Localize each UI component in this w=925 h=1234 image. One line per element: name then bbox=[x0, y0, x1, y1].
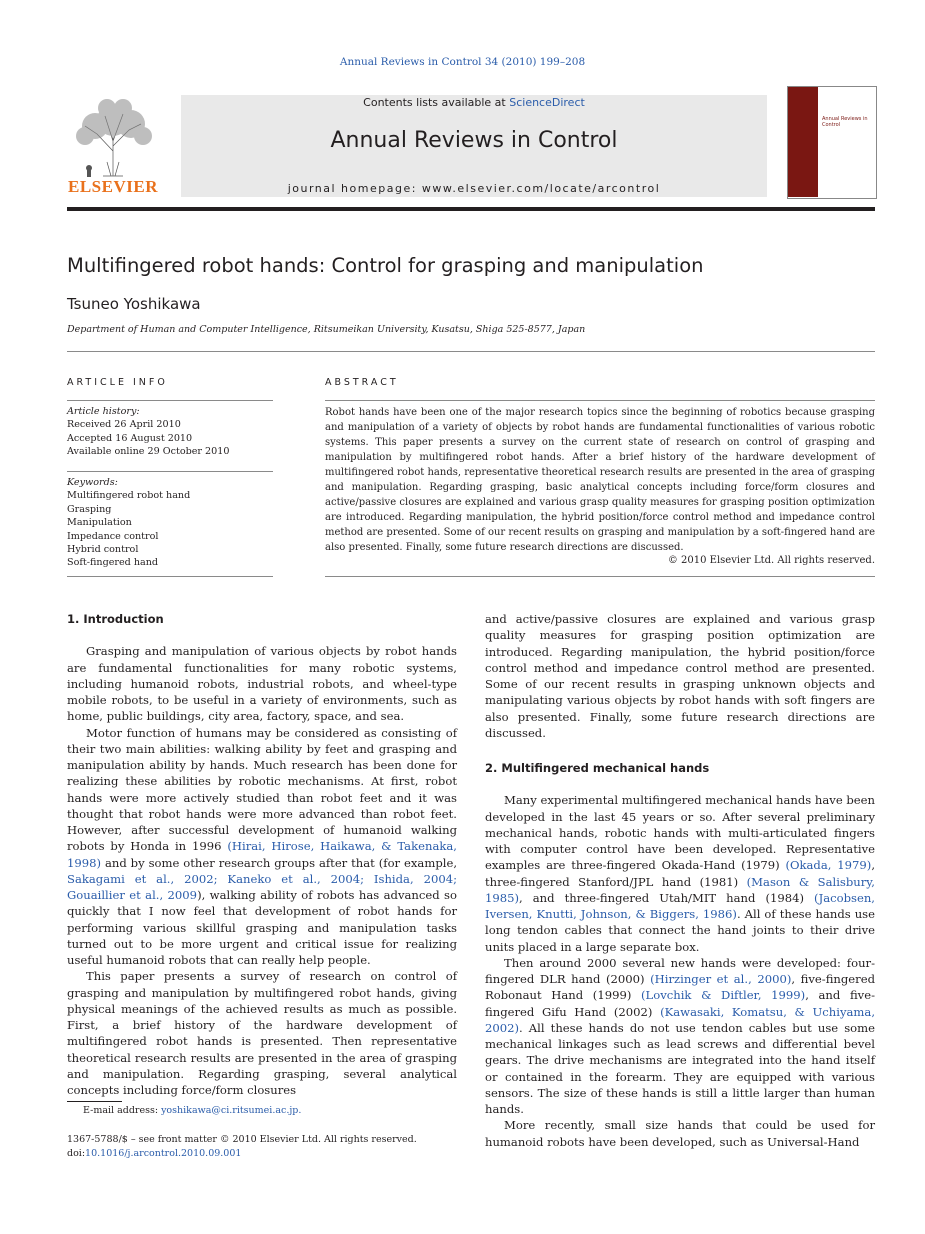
citation-link[interactable]: (Lovchik & Diftler, 1999) bbox=[641, 988, 806, 1003]
doi-line bbox=[67, 1147, 417, 1161]
text-run: and by some other research groups after that (for example, bbox=[101, 855, 457, 870]
right-column bbox=[485, 611, 875, 1150]
paragraph bbox=[485, 955, 875, 1118]
doi-label: doi: bbox=[67, 1147, 86, 1159]
keyword: Hybrid control bbox=[67, 544, 139, 556]
keyword: Multifingered robot hand bbox=[67, 490, 191, 502]
text-run: , and five-fingered Gifu Hand (2002) bbox=[485, 988, 876, 1019]
issn-line: 1367-5788/$ – see front matter © 2010 Elsevier Ltd. All rights reserved. bbox=[67, 1134, 417, 1145]
article-title: Multifingered robot hands: Control for grasping and manipulation bbox=[67, 254, 704, 277]
text-run: ), walking ability of robots has advanced so quickly that I now feel that development of robot hands for performing various skillful grasping and manipulation tasks turned out to be more urgent and critical issue for realizing useful humanoid robots that can really help people. bbox=[67, 888, 457, 967]
citation-link[interactable]: (Okada, 1979) bbox=[785, 858, 872, 873]
text-run: . All these hands do not use tendon cables but use some mechanical linkages such as lead screws and differential bevel gears. The drive mechanisms are integrated into the hand itself or contained in the forearm. They are equipped with various sensors. The size of these hands is still a little larger than human hands. bbox=[485, 1020, 875, 1116]
front-matter-info bbox=[67, 1133, 417, 1160]
elsevier-wordmark: ELSEVIER bbox=[68, 177, 158, 196]
sciencedirect-link[interactable]: ScienceDirect bbox=[509, 96, 585, 109]
author-name: Tsuneo Yoshikawa bbox=[67, 295, 201, 313]
journal-homepage[interactable]: journal homepage: www.elsevier.com/locate/arcontrol bbox=[287, 182, 661, 195]
email-footnote bbox=[83, 1105, 301, 1116]
abstract-copyright: © 2010 Elsevier Ltd. All rights reserved. bbox=[667, 555, 875, 566]
text-run: . All of these hands use long tendon cables that connect the hand joints to their drive units placed in a large separate box. bbox=[485, 907, 875, 954]
keywords-rule bbox=[67, 471, 273, 472]
text-run: Many experimental multifingered mechanical hands have been developed in the last 45 years or so. After several preliminary mechanical hands, robotic hands with multi-articulated fingers with computer control have been developed. Representative examples are three-fingered Okada-Hand (1979) bbox=[485, 793, 875, 873]
paragraph: This paper presents a survey of research on control of grasping and manipulation by multifingered robot hands, giving physical meanings of the achieved results as much as possible. First, a brief history of the hardware development of multifingered robot hands is presented. Then representative theoretical research results are presented in the area of grasping and manipulation. Regarding grasping, several analytical concepts including force/form closures bbox=[67, 969, 457, 1097]
email-link[interactable]: yoshikawa@ci.ritsumei.ac.jp. bbox=[161, 1105, 302, 1116]
paragraph: More recently, small size hands that could be used for humanoid robots have been developed, such as Universal-Hand bbox=[485, 1118, 875, 1149]
abstract-text: Robot hands have been one of the major research topics since the beginning of robotics because grasping and manipulation of a variety of objects by robot hands are fundamental functionalities of various robotic systems. This paper presents a survey on the current state of research on control of grasping and manipulation by multifingered robot hands. After a brief history of the hardware development of multifingered robot hands, representative theoretical research results are presented in the area of grasping and manipulation. Regarding grasping, basic analytical concepts including force/form closures and active/passive closures are explained and various grasp quality measures for grasping position optimization are introduced. Regarding manipulation, the hybrid position/force control method and impedance control method are presented. Some of our recent results on grasping and manipulation by a soft-fingered hand are also presented. Finally, some future research directions are discussed. bbox=[325, 407, 875, 553]
title-divider bbox=[67, 351, 875, 352]
keywords-label: Keywords: bbox=[67, 477, 118, 488]
text-run: Motor function of humans may be considered as consisting of their two main abilities: walking ability by feet and grasping and manipulation ability by hands. Much research has been done for realizing these abilities by robotic mechanisms. At first, robot hands were more actively studied than robot feet and it was thought that robot hands were more advanced than robot feet. However, after successful development of humanoid walking robots by Honda in 1996 bbox=[67, 725, 457, 854]
contents-line bbox=[181, 96, 767, 109]
history-label: Article history: bbox=[67, 406, 140, 417]
citation-link[interactable]: (Kawasaki, Komatsu, & Uchiyama, 2002) bbox=[485, 1004, 875, 1035]
abstract-label: ABSTRACT bbox=[325, 377, 399, 388]
journal-title: Annual Reviews in Control bbox=[330, 128, 618, 153]
contents-prefix: Contents lists available at bbox=[363, 96, 510, 109]
left-column bbox=[67, 611, 457, 1098]
abstract-rule bbox=[325, 400, 875, 401]
paragraph: Grasping and manipulation of various objects by robot hands are fundamental functionalities for many robotic systems, including humanoid robots, industrial robots, and wheel-type mobile robots, to be useful in a variety of environments, such as home, public buildings, city area, factory, space, and sea. bbox=[67, 644, 457, 724]
keyword: Grasping bbox=[67, 503, 112, 515]
abstract-bottom-rule bbox=[325, 576, 875, 577]
paragraph bbox=[67, 725, 457, 969]
cover-color-strip bbox=[788, 87, 818, 197]
keyword: Manipulation bbox=[67, 517, 132, 529]
citation-link[interactable]: (Mason & Salisbury, 1985) bbox=[485, 874, 875, 905]
email-label: E-mail address: bbox=[83, 1105, 162, 1116]
keywords-list bbox=[67, 476, 273, 570]
keyword: Soft-fingered hand bbox=[67, 557, 159, 569]
text-run: , three-fingered Stanford/JPL hand (1981) bbox=[485, 858, 875, 889]
history-accepted: Accepted 16 August 2010 bbox=[67, 432, 193, 444]
history-received: Received 26 April 2010 bbox=[67, 419, 181, 431]
article-info-bottom-rule bbox=[67, 576, 273, 577]
article-info-label: ARTICLE INFO bbox=[67, 377, 168, 388]
keyword: Impedance control bbox=[67, 530, 159, 542]
text-run: , and three-fingered Utah/MIT hand (1984) bbox=[519, 890, 815, 905]
paragraph: and active/passive closures are explained and various grasp quality measures for grasping position optimization are introduced. Regarding manipulation, the hybrid position/force control method and impedance control method are presented. Some of our recent results in grasping unknown objects and manipulating various objects by robot hands with soft fingers are also presented. Finally, some future research directions are discussed. bbox=[485, 612, 875, 740]
citation-link[interactable]: (Hirai, Hirose, Haikawa, & Takenaka, 1998) bbox=[67, 839, 457, 870]
section-1-heading: 1. Introduction bbox=[67, 612, 164, 626]
doi-link[interactable]: 10.1016/j.arcontrol.2010.09.001 bbox=[85, 1147, 242, 1159]
text-run: Then around 2000 several new hands were developed: four-fingered DLR hand (2000) bbox=[485, 955, 875, 986]
article-history bbox=[67, 405, 273, 459]
text-run: , five-fingered Robonaut Hand (1999) bbox=[485, 972, 875, 1003]
journal-citation[interactable]: Annual Reviews in Control 34 (2010) 199–208 bbox=[339, 56, 586, 68]
citation-link[interactable]: Sakagami et al., 2002; Kaneko et al., 2004; Ishida, 2004; Gouaillier et al., 2009 bbox=[67, 871, 457, 902]
header-rule bbox=[67, 207, 875, 211]
cover-title: Annual Reviews in Control bbox=[822, 116, 868, 128]
paragraph bbox=[485, 792, 875, 955]
footnote-rule bbox=[67, 1101, 122, 1102]
history-online: Available online 29 October 2010 bbox=[67, 446, 230, 458]
author-affiliation: Department of Human and Computer Intelligence, Ritsumeikan University, Kusatsu, Shiga 525-8577, Japan bbox=[67, 324, 586, 335]
citation-link[interactable]: (Jacobsen, Iversen, Knutti, Johnson, & Biggers, 1986) bbox=[485, 890, 875, 921]
article-info-rule bbox=[67, 400, 273, 401]
section-2-heading: 2. Multifingered mechanical hands bbox=[485, 761, 710, 775]
citation-link[interactable]: (Hirzinger et al., 2000) bbox=[650, 972, 792, 986]
